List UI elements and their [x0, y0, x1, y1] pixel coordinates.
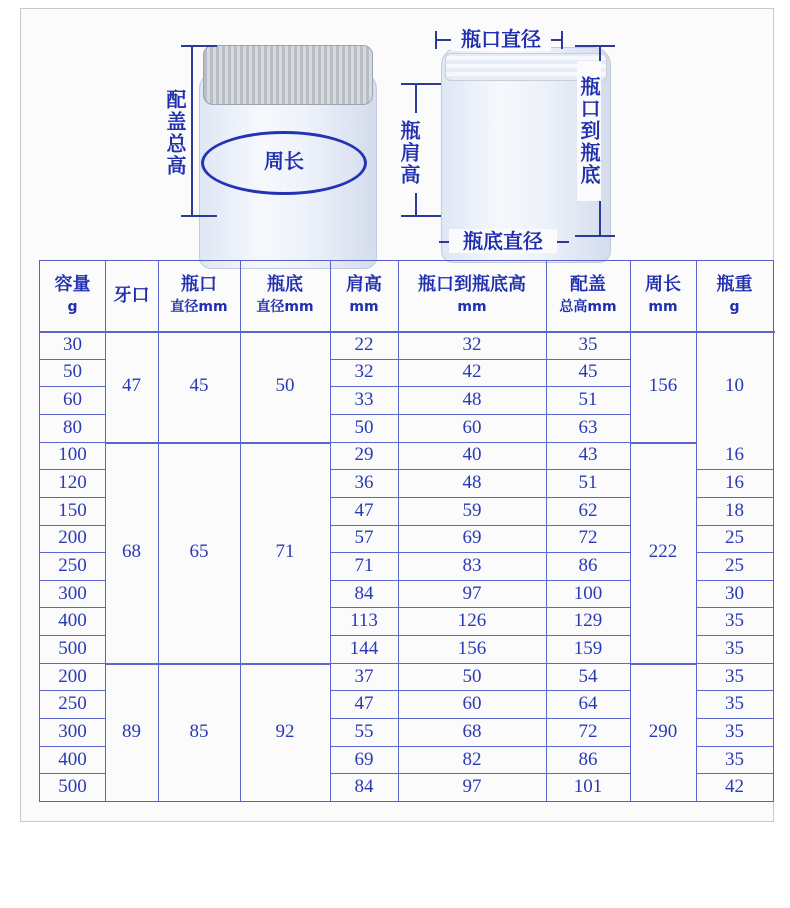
row-divider: [330, 690, 630, 691]
shoulder-height-cell: 55: [354, 720, 374, 742]
shoulder-height-cell: 84: [354, 776, 374, 798]
header-unit-text: 直径mm: [170, 299, 228, 315]
cap-total-height-cell: 63: [578, 416, 598, 438]
capacity-cell: 500: [58, 776, 87, 798]
row-divider: [40, 580, 105, 581]
cap-total-height-cell: 62: [578, 499, 598, 521]
cap-total-height-cell: 54: [578, 665, 598, 687]
mouth-diameter-tick-left: [435, 31, 437, 49]
row-divider: [40, 690, 105, 691]
mouth-to-bottom-cell: 82: [462, 748, 482, 770]
shoulder-height-cell: 50: [354, 416, 374, 438]
row-divider: [330, 773, 630, 774]
row-divider: [696, 635, 773, 636]
cap-total-height-cell: 72: [578, 527, 598, 549]
group-divider: [105, 442, 330, 444]
cap-total-height-cell: 129: [573, 610, 603, 632]
cap-total-height-cell: 35: [578, 333, 598, 355]
header-unit-text: mm: [457, 299, 487, 315]
header-main-text: 瓶口到瓶底高: [418, 274, 526, 295]
row-divider: [40, 635, 105, 636]
weight-cell: 30: [725, 582, 744, 604]
row-divider: [330, 552, 630, 553]
capacity-cell: 60: [63, 389, 82, 411]
header-cell: [546, 261, 630, 331]
merged-neck-cell: 47: [122, 375, 141, 397]
merged-neck-cell: 68: [122, 541, 141, 563]
weight-cell: 25: [725, 527, 744, 549]
header-cell: [40, 261, 105, 331]
header-cell: [158, 261, 240, 331]
product-photo: [21, 9, 773, 261]
capacity-cell: 250: [58, 554, 87, 576]
mouth-to-bottom-cell: 156: [457, 637, 487, 659]
header-main-text: 瓶底: [267, 274, 303, 295]
header-cell: [630, 261, 696, 331]
header-cell: [330, 261, 398, 331]
merged-bottom-cell: 50: [275, 375, 295, 397]
cap-total-height-cell: 159: [573, 637, 603, 659]
weight-cell: 18: [725, 499, 744, 521]
capacity-cell: 200: [58, 527, 87, 549]
header-unit-text: mm: [648, 299, 678, 315]
cap-height-dimension-line: [191, 45, 193, 217]
header-cell: [696, 261, 773, 331]
weight-cell: 35: [725, 693, 744, 715]
row-divider: [696, 690, 773, 691]
row-divider: [330, 414, 630, 415]
mouth-to-bottom-cell: 97: [462, 582, 482, 604]
merged-neck-cell: 89: [122, 720, 141, 742]
capacity-cell: 50: [63, 361, 82, 383]
cap-height-top-line: [181, 45, 217, 47]
row-divider: [40, 718, 105, 719]
header-main-text: 配盖: [570, 274, 606, 295]
shoulder-height-cell: 84: [354, 582, 374, 604]
row-divider: [330, 469, 630, 470]
mouth-to-bottom-cell: 59: [462, 499, 482, 521]
row-divider: [40, 497, 105, 498]
header-unit-text: mm: [349, 299, 379, 315]
weight-cell: 35: [725, 637, 744, 659]
header-main-text: 瓶口: [181, 274, 217, 295]
shoulder-height-cell: 113: [350, 610, 378, 632]
aluminum-cap-image: [203, 45, 373, 105]
row-divider: [330, 580, 630, 581]
capacity-cell: 300: [58, 720, 87, 742]
capacity-cell: 100: [58, 444, 87, 466]
merged-bottom-cell: 71: [275, 541, 295, 563]
header-main-text: 瓶重: [716, 274, 753, 295]
row-divider: [696, 469, 773, 470]
capacity-cell: 250: [58, 693, 87, 715]
row-divider: [696, 580, 773, 581]
row-divider: [330, 718, 630, 719]
spec-sheet: [20, 8, 774, 822]
header-main-text: 容量: [54, 274, 91, 295]
weight-cell: 35: [725, 610, 744, 632]
header-main-text: 肩高: [346, 274, 382, 295]
capacity-cell: 400: [58, 610, 87, 632]
row-divider: [40, 359, 105, 360]
shoulder-height-cell: 29: [354, 444, 374, 466]
mouth-to-bottom-cell: 42: [462, 361, 482, 383]
shoulder-height-cell: 144: [349, 637, 379, 659]
mouth-to-bottom-cell: 69: [462, 527, 482, 549]
shoulder-height-cell: 32: [354, 361, 374, 383]
shoulder-height-cell: 33: [354, 389, 374, 411]
mouth-to-bottom-cell: 60: [462, 693, 482, 715]
mouth-to-bottom-cell: 32: [462, 333, 482, 355]
row-divider: [40, 746, 105, 747]
shoulder-height-cell: 71: [354, 554, 374, 576]
weight-cell: 16: [725, 444, 744, 466]
row-divider: [330, 442, 630, 443]
row-divider: [40, 414, 105, 415]
row-divider: [40, 773, 105, 774]
circumference-label: 周长: [264, 149, 304, 173]
cap-total-height-cell: 86: [578, 554, 598, 576]
capacity-cell: 30: [63, 333, 82, 355]
weight-cell: 16: [725, 472, 744, 494]
row-divider: [696, 607, 773, 608]
cap-total-height-cell: 45: [578, 361, 598, 383]
mouth-to-bottom-label: 瓶口到瓶底: [577, 61, 601, 201]
header-cell: [105, 261, 158, 331]
weight-cell: 35: [725, 748, 744, 770]
cap-total-height-cell: 51: [578, 389, 598, 411]
row-divider: [330, 607, 630, 608]
shoulder-height-label: 瓶肩高: [397, 113, 421, 193]
row-divider: [330, 497, 630, 498]
mouth-to-bottom-cell: 48: [462, 472, 482, 494]
mouth-diameter-label: 瓶口直径: [451, 27, 551, 51]
group-divider: [630, 663, 696, 665]
header-cell: [240, 261, 330, 331]
bottom-diameter-label: 瓶底直径: [449, 229, 557, 253]
shoulder-bottom-line: [401, 215, 441, 217]
merged-weight-cell: 10: [725, 375, 744, 397]
mouth-to-bottom-cell: 50: [462, 665, 482, 687]
shoulder-height-cell: 47: [354, 499, 374, 521]
row-divider: [40, 552, 105, 553]
mouth-to-bottom-cell: 60: [462, 416, 482, 438]
header-main-text: 牙口: [113, 285, 150, 306]
weight-cell: 35: [725, 665, 744, 687]
cap-total-height-cell: 64: [578, 693, 598, 715]
row-divider: [330, 525, 630, 526]
capacity-cell: 500: [58, 637, 87, 659]
row-divider: [330, 386, 630, 387]
mouth-bottom-top-line: [575, 45, 615, 47]
shoulder-height-cell: 22: [354, 333, 374, 355]
shoulder-height-cell: 57: [354, 527, 374, 549]
shoulder-height-cell: 37: [354, 665, 374, 687]
header-unit-text: 直径mm: [256, 299, 314, 315]
row-divider: [40, 469, 105, 470]
row-divider: [696, 718, 773, 719]
row-divider: [330, 635, 630, 636]
row-divider: [696, 525, 773, 526]
weight-cell: 42: [725, 776, 744, 798]
cap-total-height-cell: 86: [578, 748, 598, 770]
row-divider: [40, 525, 105, 526]
shoulder-height-cell: 47: [354, 693, 374, 715]
cap-total-height-cell: 100: [573, 582, 603, 604]
weight-cell: 25: [725, 554, 744, 576]
cap-total-height-label: 配盖总高: [163, 73, 187, 193]
capacity-cell: 300: [58, 582, 87, 604]
mouth-to-bottom-cell: 68: [462, 720, 482, 742]
shoulder-height-cell: 69: [354, 748, 374, 770]
shoulder-top-line: [401, 83, 441, 85]
row-divider: [696, 552, 773, 553]
row-divider: [40, 442, 105, 443]
row-divider: [696, 497, 773, 498]
capacity-cell: 80: [63, 416, 82, 438]
header-unit-text: g: [67, 299, 78, 315]
header-cell: [398, 261, 546, 331]
header-unit-text: 总高mm: [559, 299, 617, 315]
capacity-cell: 150: [58, 499, 87, 521]
row-divider: [330, 663, 630, 664]
row-divider: [696, 746, 773, 747]
merged-mouth-cell: 45: [189, 375, 209, 397]
capacity-cell: 400: [58, 748, 87, 770]
header-main-text: 周长: [645, 274, 681, 295]
weight-cell: 35: [725, 720, 744, 742]
capacity-cell: 120: [58, 472, 87, 494]
cap-total-height-cell: 51: [578, 472, 598, 494]
cap-total-height-cell: 43: [578, 444, 598, 466]
cap-height-bottom-line: [181, 215, 217, 217]
row-divider: [40, 386, 105, 387]
mouth-to-bottom-cell: 40: [462, 444, 482, 466]
row-divider: [40, 607, 105, 608]
merged-bottom-cell: 92: [275, 720, 295, 742]
mouth-to-bottom-cell: 83: [462, 554, 482, 576]
mouth-diameter-tick-right: [561, 31, 563, 49]
row-divider: [696, 773, 773, 774]
merged-circ-cell: 156: [648, 375, 678, 397]
group-divider: [630, 442, 696, 444]
cap-total-height-cell: 101: [573, 776, 603, 798]
mouth-to-bottom-cell: 126: [457, 610, 487, 632]
header-unit-text: g: [729, 299, 740, 315]
row-divider: [330, 746, 630, 747]
mouth-bottom-bottom-line: [575, 235, 615, 237]
capacity-cell: 200: [58, 665, 87, 687]
shoulder-height-cell: 36: [354, 472, 374, 494]
row-divider: [330, 359, 630, 360]
row-divider: [40, 663, 105, 664]
merged-mouth-cell: 85: [189, 720, 209, 742]
group-divider: [105, 663, 330, 665]
merged-circ-cell: 290: [648, 720, 678, 742]
merged-mouth-cell: 65: [189, 541, 209, 563]
row-divider: [696, 663, 773, 664]
merged-circ-cell: 222: [648, 541, 678, 563]
spec-table: [39, 260, 774, 802]
mouth-to-bottom-cell: 97: [462, 776, 482, 798]
cap-total-height-cell: 72: [578, 720, 598, 742]
mouth-to-bottom-cell: 48: [462, 389, 482, 411]
